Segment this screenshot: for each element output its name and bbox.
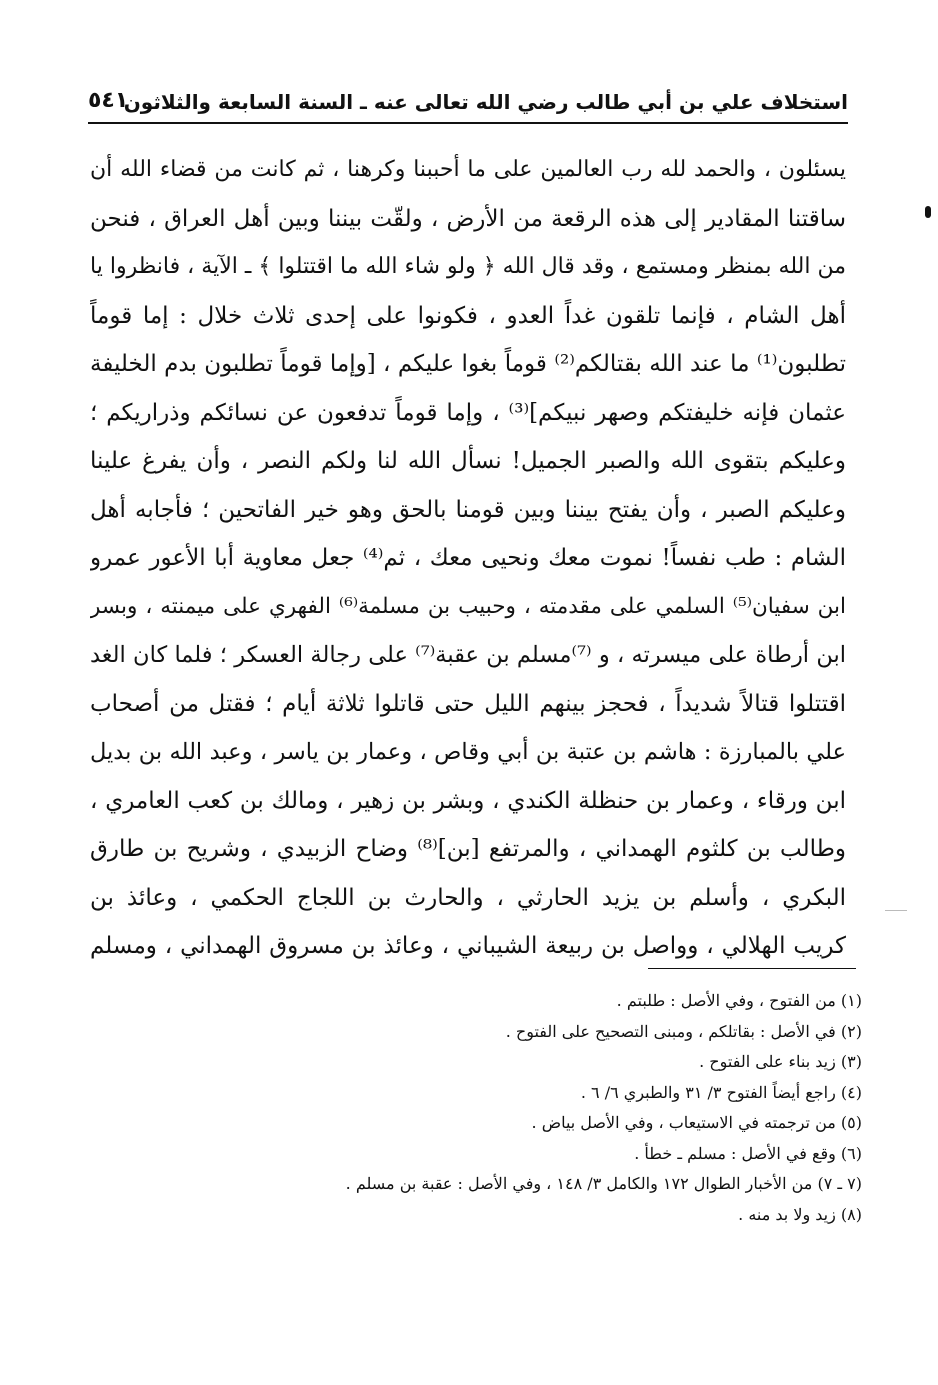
text-line: أهل الشام ، فإنما تلقون غداً العدو ، فكونوا على إحدى ثلاث خلال : إما قوماً <box>90 302 846 329</box>
footnote: (٧ ـ ٧) من الأخبار الطوال ١٧٢ والكامل ٣/ ١٤٨ ، وفي الأصل : عقبة بن مسلم . <box>345 1174 862 1193</box>
text-line: الشام : طب نفساً! نموت معك ونحيى معك ، ثم⁽⁴⁾ جعل معاوية أبا الأعور عمرو <box>90 545 846 571</box>
footnote: (٤) راجع أيضاً الفتوح ٣/ ٣١ والطبري ٦/ ٦ . <box>580 1082 862 1102</box>
text-line: وعليكم الصبر ، وأن يفتح بيننا وبين قومنا بالحق وهو خير الفاتحين ؛ فأجابه أهل <box>90 496 846 523</box>
text-line: يسئلون ، والحمد لله رب العالمين على ما أحببنا وكرهنا ، ثم كانت من قضاء الله أن <box>90 157 846 182</box>
text-line: وطالب بن كلثوم الهمداني ، والمرتفع [بن]⁽⁸⁾ وضاح الزبيدي ، وشريح بن طارق <box>90 836 846 862</box>
margin-scan-mark <box>885 910 907 911</box>
footnote: (٥) من ترجمته في الاستيعاب ، وفي الأصل بياض . <box>531 1113 862 1132</box>
text-line: من الله بمنظر ومستمع ، وقد قال الله ﴿ ولو شاء الله ما اقتتلوا ﴾ ـ الآية ، فانظروا يا <box>90 254 846 279</box>
footnote: (١) من الفتوح ، وفي الأصل : طلبتم . <box>616 991 862 1010</box>
text-line: اقتتلوا قتالاً شديداً ، فحجز بينهم الليل حتى قاتلوا ثلاثة أيام ؛ فقتل من أصحاب <box>90 690 846 717</box>
header-rule <box>88 122 848 124</box>
footnotes <box>150 986 862 1230</box>
margin-ink-mark <box>925 206 931 218</box>
footnote-separator <box>648 968 856 969</box>
text-line: ابن ورقاء ، وعمار بن حنظلة الكندي ، وبشر بن زهير ، ومالك بن كعب العامري ، <box>90 787 846 814</box>
text-line: وعليكم بتقوى الله والصبر الجميل! نسأل الله لنا ولكم النصر ، وأن يفرغ علينا <box>90 448 846 474</box>
text-line: ابن أرطاة على ميسرته ، و ⁽⁷⁾مسلم بن عقبة⁽⁷⁾ على رجالة العسكر ؛ فلما كان الغد <box>90 642 846 668</box>
main-text <box>90 146 846 971</box>
text-line: تطلبون⁽¹⁾ ما عند الله بقتالكم⁽²⁾ قوماً بغوا عليكم ، [وإما قوماً تطلبون بدم الخليفة <box>90 351 846 377</box>
footnote: (٣) زيد بناء على الفتوح . <box>699 1052 862 1071</box>
header-title: استخلاف علي بن أبي طالب رضي الله تعالى عنه ـ السنة السابعة والثلاثون <box>123 90 848 114</box>
page-number: ٥٤١ <box>88 88 129 113</box>
text-line: البكري ، وأسلم بن يزيد الحارثي ، والحارث بن اللجاج الحكمي ، وعائذ بن <box>90 884 846 911</box>
footnote: (٨) زيد ولا بد منه . <box>738 1204 862 1224</box>
running-header <box>88 84 848 124</box>
text-line: كريب الهلالي ، وواصل بن ربيعة الشيباني ، وعائذ بن مسروق الهمداني ، ومسلم <box>90 933 846 959</box>
text-line: علي بالمبارزة : هاشم بن عتبة بن أبي وقاص ، وعمار بن ياسر ، وعبد الله بن بديل <box>90 739 846 765</box>
footnote: (٢) في الأصل : بقاتلكم ، ومبنى التصحيح على الفتوح . <box>505 1021 862 1041</box>
text-line: ابن سفيان⁽⁵⁾ السلمي على مقدمته ، وحبيب بن مسلمة⁽⁶⁾ الفهري على ميمنته ، وبسر <box>90 593 846 619</box>
text-line: عثمان فإنه خليفتكم وصهر نبيكم]⁽³⁾ ، وإما قوماً تدفعون عن نسائكم وذراريكم ؛ <box>90 399 846 426</box>
footnote: (٦) وقع في الأصل : مسلم ـ خطأ . <box>634 1143 862 1163</box>
text-line: ساقتنا المقادير إلى هذه الرقعة من الأرض ، ولقّت بيننا وبين أهل العراق ، فنحن <box>90 205 846 232</box>
